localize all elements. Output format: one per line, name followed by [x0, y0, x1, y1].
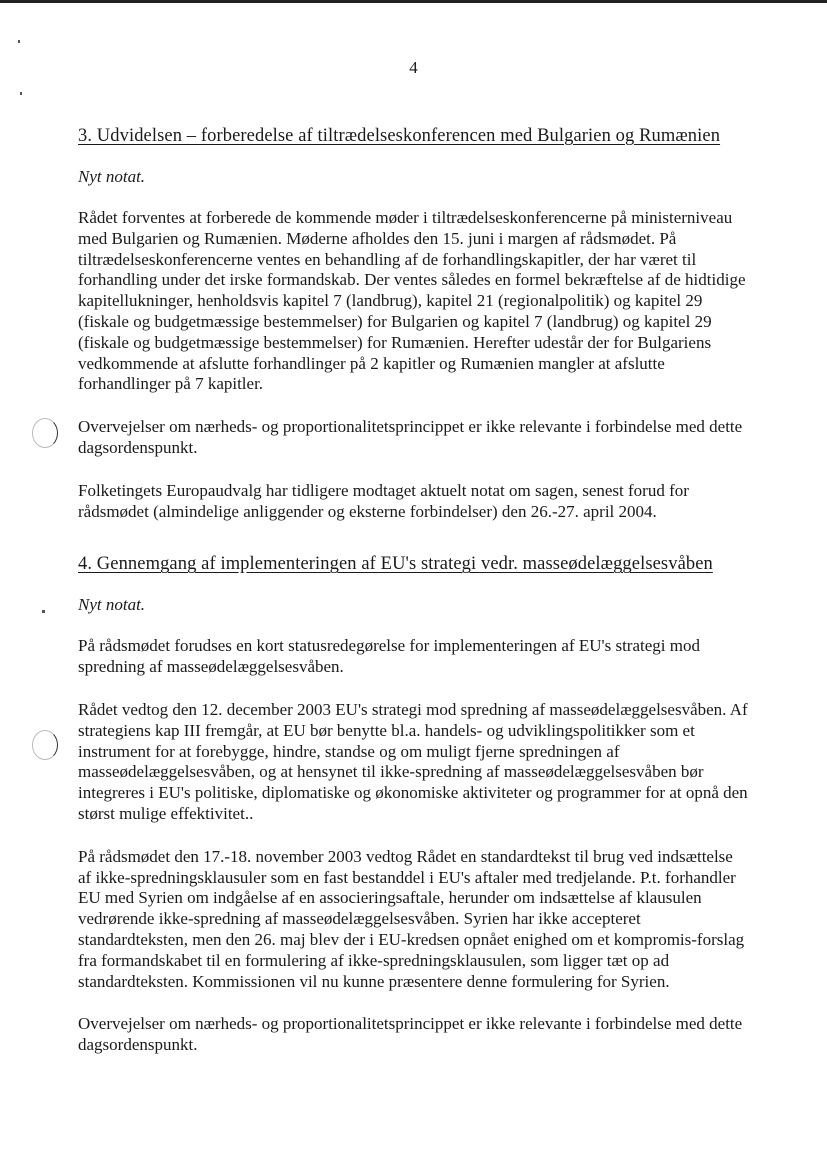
punch-hole	[32, 418, 58, 448]
scan-mark	[42, 610, 45, 613]
section-3	[78, 124, 750, 522]
scan-mark	[18, 40, 20, 43]
section-heading: 4. Gennemgang af implementeringen af EU's strategi vedr. masseødelæggelsesvåben	[78, 554, 713, 575]
punch-hole	[32, 730, 58, 760]
scan-mark	[20, 92, 22, 95]
paragraph: På rådsmødet den 17.-18. november 2003 vedtog Rådet en standardtekst til brug ved indsættelse af ikke-spredningsklausuler som en fast bestanddel i EU's aftaler med tredjelande. P.t. forhandler EU med Syrien om indgåelse af en associeringsaftale, herunder om indsættelse af klausulen vedrørende ikke-spredning af masseødelæggelsesvåben. Syrien har ikke accepteret standardteksten, men den 26. maj blev der i EU-kredsen opnået enighed om et kompromis-forslag fra formandskabet til en formulering af ikke-spredningsklausulen, som ligger tæt op ad standardteksten. Kommissionen vil nu kunne præsentere denne formulering for Syrien.	[78, 846, 745, 991]
paragraph: Overvejelser om nærheds- og proportionalitetsprincippet er ikke relevante i forbindelse med dette dagsordenspunkt.	[78, 1014, 743, 1055]
page-number: 4	[409, 58, 418, 77]
paragraph: Folketingets Europaudvalg har tidligere modtaget aktuelt notat om sagen, senest forud for rådsmødet (almindelige anliggender og eksterne forbindelser) den 26.-27. april 2004.	[78, 480, 689, 521]
paragraph: På rådsmødet forudses en kort statusredegørelse for implementeringen af EU's strategi mod spredning af masseødelæggelsesvåben.	[78, 636, 700, 677]
paragraph: Overvejelser om nærheds- og proportionalitetsprincippet er ikke relevante i forbindelse med dette dagsordenspunkt.	[78, 417, 743, 457]
note-label: Nyt notat.	[78, 595, 146, 615]
paragraph: Rådet forventes at forberede de kommende møder i tiltrædelseskonferencerne på ministerniveau med Bulgarien og Rumænien. Møderne afholdes den 15. juni i margen af rådsmødet. På tiltrædelseskonferencerne ventes en behandling af de forhandlingskapitler, der har været til forhandling under det irske formandskab. Der ventes således en formel bekræftelse af de hidtidige kapitellukninger, henholdsvis kapitel 7 (landbrug), kapitel 21 (regionalpolitik) og kapitel 29 (fiskale og budgetmæssige bestemmelser) for Bulgarien og kapitel 7 (landbrug) og kapitel 29 (fiskale og budgetmæssige bestemmelser) for Rumænien. Herefter udestår der for Bulgariens vedkommende at afslutte forhandlinger på 2 kapitler og Rumænien mangler at afslutte forhandlinger på 7 kapitler.	[78, 208, 746, 394]
section-heading: 3. Udvidelsen – forberedelse af tiltrædelseskonferencen med Bulgarien og Rumænien	[78, 126, 721, 146]
paragraph: Rådet vedtog den 12. december 2003 EU's strategi mod spredning af masseødelæggelsesvåben. Af strategiens kap III fremgår, at EU bør benytte bl.a. handels- og udviklingspolitikker som et instrument for at forebygge, hindre, standse og om muligt fjerne spredningen af masseødelæggelsesvåben, og at hensynet til ikke-spredning af masseødelæggelsesvåben bør integreres i EU's politiske, diplomatiske og økonomiske aktiviteter og programmer for at opnå den størst mulige effektivitet..	[78, 699, 748, 823]
document-body	[78, 124, 750, 1078]
top-border-line	[0, 0, 827, 3]
note-label: Nyt notat.	[78, 167, 146, 186]
section-4	[78, 552, 750, 1056]
